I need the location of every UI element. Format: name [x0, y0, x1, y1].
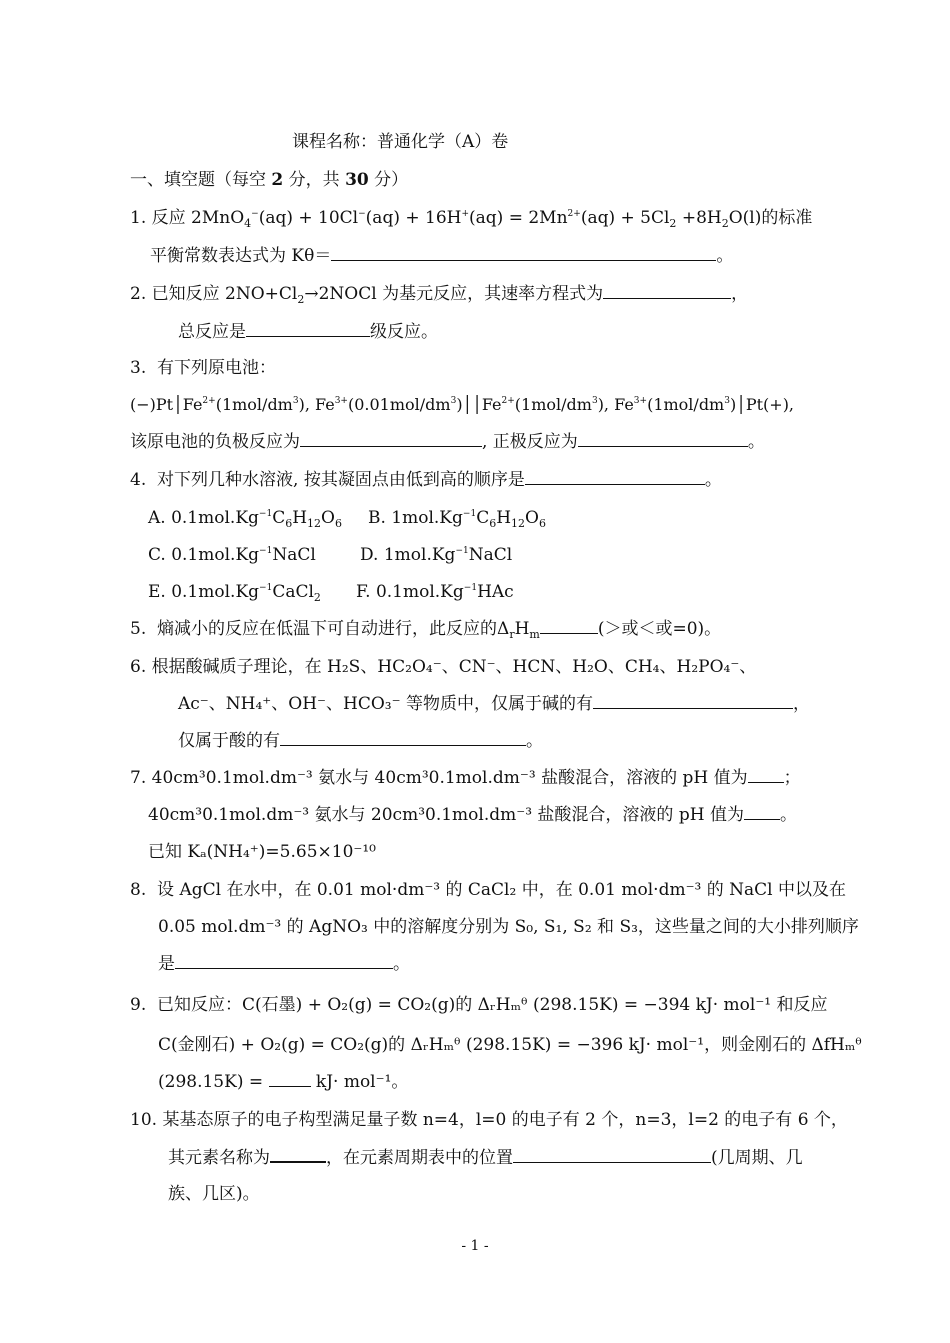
answer-blank[interactable] [748, 767, 784, 783]
question-10-line-1: 10. 某基态原子的电子构型满足量子数 n=4，l=0 的电子有 2 个，n=3，l=2 的电子有 6 个， [130, 1110, 848, 1130]
question-10-line-3: 族、几区)。 [168, 1184, 260, 1204]
question-2-line-1: 2. 已知反应 $2NO+Cl_2\to 2NOCl$ 为基元反应，其速率方程式为 ， [130, 284, 749, 306]
answer-blank[interactable] [300, 431, 482, 447]
option-e: E. $0.1mol.Kg^{-1}CaCl_2$ [148, 582, 321, 604]
question-2-line-2: 总反应是 级反应。 [178, 322, 438, 342]
question-7-line-1: 7. 40cm³0.1mol.dm⁻³ 氨水与 40cm³0.1mol.dm⁻³ 盐酸混合，溶液的 pH 值为 ； [130, 768, 801, 788]
option-b: B. $1mol.Kg^{-1}C_6H_{12}O_6$ [368, 508, 546, 530]
answer-blank[interactable] [513, 1147, 711, 1163]
question-5: 5. 熵减小的反应在低温下可自动进行，此反应的$\Delta_rH_m$ (＞或＜或=0)。 [130, 619, 722, 641]
answer-blank[interactable] [744, 804, 780, 820]
page-number: - 1 - [461, 1238, 489, 1254]
option-a: A. $0.1mol.Kg^{-1}C_6H_{12}O_6$ [148, 508, 342, 530]
answer-blank[interactable] [280, 730, 526, 746]
question-4-line-1: 4. 对下列几种水溶液, 按其凝固点由低到高的顺序是 。 [130, 470, 722, 490]
answer-blank[interactable] [603, 283, 731, 299]
answer-blank[interactable] [175, 953, 393, 969]
question-1-line-1: 1. 反应 $2MnO_4^-(aq) + 10Cl^-(aq) + 16H^+(aq) = 2Mn^{2+}(aq) + 5Cl_2 +8H_2O(l)$的标准 [130, 208, 813, 230]
answer-blank[interactable] [269, 1071, 311, 1087]
answer-blank[interactable] [578, 431, 748, 447]
question-9-line-2: C(金刚石) + O₂(g) = CO₂(g)的 ΔᵣHₘᶿ (298.15K) = −396 kJ· mol⁻¹，则金刚石的 ΔfHₘᶿ [158, 1035, 862, 1055]
option-f: F. $0.1mol.Kg^{-1}HAc$ [356, 582, 514, 602]
question-3-cell: $(-)Pt│Fe^{2+}(1mol/dm^3)$, $Fe^{3+}(0.01mol/dm^3)││Fe^{2+}(1mol/dm^3)$, $Fe^{3+}(1mol/dm^3)│Pt(+)$, [130, 395, 795, 414]
question-8-line-2: 0.05 mol.dm⁻³ 的 AgNO₃ 中的溶解度分别为 S₀, S₁, S₂ 和 S₃，这些量之间的大小排列顺序 [158, 917, 859, 937]
question-7-line-2: 40cm³0.1mol.dm⁻³ 氨水与 20cm³0.1mol.dm⁻³ 盐酸混合，溶液的 pH 值为 。 [148, 805, 797, 825]
question-10-line-2: 其元素名称为 ，在元素周期表中的位置 (几周期、几 [168, 1148, 803, 1168]
question-3-line-1: 3. 有下列原电池： [130, 358, 277, 378]
answer-blank[interactable] [331, 245, 716, 261]
question-9-line-1: 9. 已知反应：C(石墨) + O₂(g) = CO₂(g)的 ΔᵣHₘᶿ (298.15K) = −394 kJ· mol⁻¹ 和反应 [130, 995, 828, 1015]
option-d: D. $1mol.Kg^{-1}NaCl$ [360, 545, 513, 565]
question-6-line-1: 6. 根据酸碱质子理论，在 H₂S、HC₂O₄⁻、CN⁻、HCN、H₂O、CH₄、H₂PO₄⁻、 [130, 657, 757, 677]
question-8-line-1: 8. 设 AgCl 在水中，在 0.01 mol·dm⁻³ 的 CaCl₂ 中，在 0.01 mol·dm⁻³ 的 NaCl 中以及在 [130, 880, 847, 900]
question-8-line-3: 是 。 [158, 954, 410, 974]
course-title: 课程名称：普通化学（A）卷 [292, 132, 509, 152]
section-heading: 一、填空题（每空 2 分，共 30 分） [130, 170, 409, 190]
answer-blank[interactable] [246, 321, 370, 337]
option-c: C. $0.1mol.Kg^{-1}NaCl$ [148, 545, 316, 565]
answer-blank[interactable] [540, 618, 598, 634]
question-6-line-3: 仅属于酸的有 。 [178, 731, 543, 751]
question-6-line-2: Ac⁻、NH₄⁺、OH⁻、HCO₃⁻ 等物质中，仅属于碱的有 ， [178, 694, 810, 714]
answer-blank[interactable] [593, 693, 793, 709]
question-3-line-3: 该原电池的负极反应为 , 正极反应为 。 [130, 432, 765, 452]
question-7-line-3: 已知 Kₐ(NH₄⁺)=5.65×10⁻¹⁰ [148, 842, 376, 862]
question-1-line-2: 平衡常数表达式为 Kθ＝ 。 [150, 246, 734, 266]
answer-blank[interactable] [270, 1146, 326, 1163]
question-9-line-3: (298.15K) = kJ· mol⁻¹。 [158, 1072, 409, 1092]
answer-blank[interactable] [525, 469, 705, 485]
